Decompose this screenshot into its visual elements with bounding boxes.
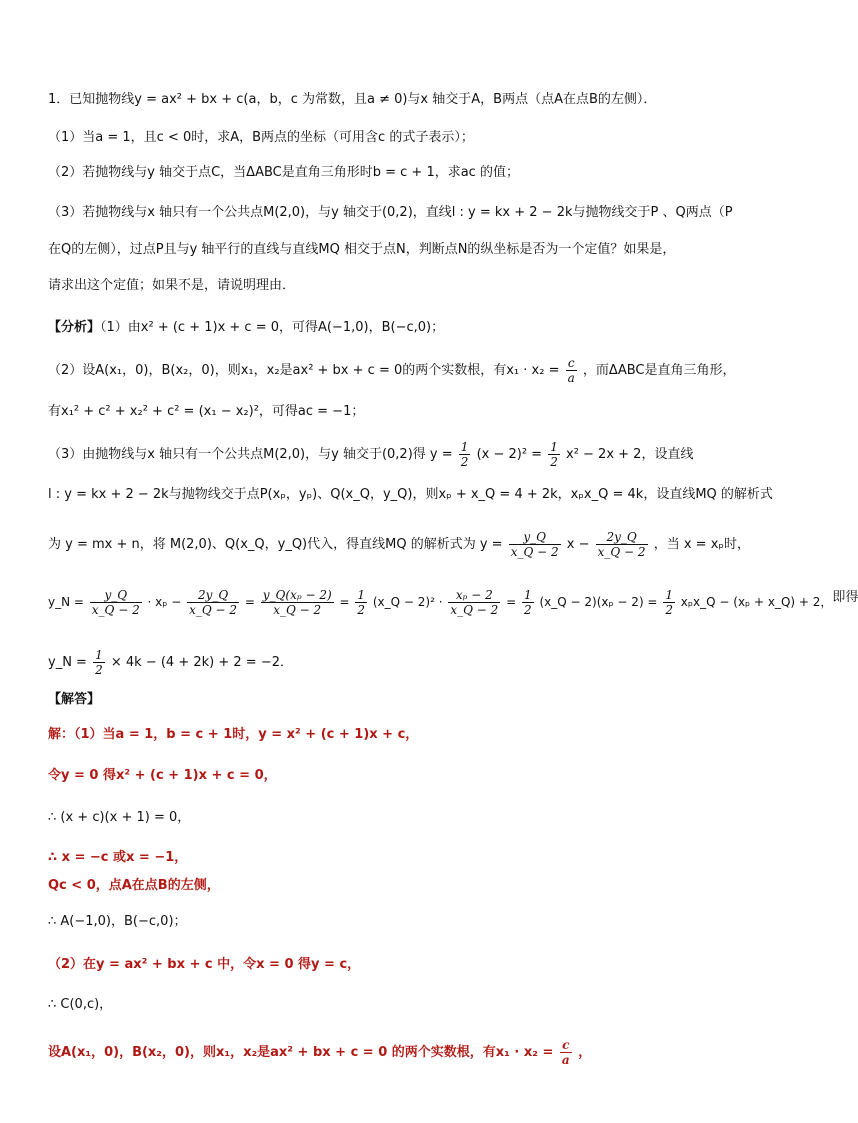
- analysis-label: 【分析】: [48, 320, 101, 335]
- term: =: [506, 595, 517, 609]
- fraction-half: [93, 648, 105, 677]
- fraction-numerator: 1: [550, 440, 558, 454]
- fraction-numerator: y_Q(xₚ − 2): [262, 588, 332, 602]
- fraction-c-over-a: [566, 356, 577, 385]
- word-de: 得: [845, 590, 858, 605]
- fraction-denominator: 2: [665, 603, 673, 617]
- solution-step-4: ∴ x = −c 或x = −1，: [48, 850, 188, 865]
- analysis-part-3-line-1: [48, 440, 746, 469]
- fraction-numerator: 2y_Q: [606, 530, 637, 544]
- analysis-3-text-mid: (x − 2)² =: [476, 447, 543, 462]
- fraction-numerator: y_Q: [104, 588, 128, 602]
- analysis-2-line-2: 有x₁² + c² + x₂² + c² = (x₁ − x₂)²，可得ac = −1；: [48, 404, 365, 419]
- term: =: [244, 595, 255, 609]
- fraction: [522, 588, 534, 617]
- fraction-denominator: x_Q − 2: [597, 545, 646, 559]
- fraction-denominator: x_Q − 2: [261, 602, 334, 617]
- yn-label: y_N =: [48, 655, 87, 670]
- problem-stem: 1．已知抛物线y = ax² + bx + c(a，b，c 为常数，且a ≠ 0)与x 轴交于A，B两点（点A在点B的左侧）．: [48, 92, 657, 107]
- fraction: [663, 588, 675, 617]
- analysis-part-3-line-4: [48, 588, 858, 617]
- analysis-3-text-post: x² − 2x + 2，设直线: [566, 447, 694, 462]
- fraction-numerator: xₚ − 2: [455, 588, 493, 602]
- analysis-part-3-line-3: [48, 530, 750, 559]
- fraction: [90, 588, 142, 617]
- fraction: [187, 588, 239, 617]
- solution-step-6: ∴ A(−1,0)，B(−c,0)；: [48, 914, 187, 929]
- fraction: [261, 588, 334, 617]
- analysis-1-text: （1）由x² + (c + 1)x + c = 0，可得A(−1,0)，B(−c,0)；: [100, 320, 445, 335]
- fraction: [355, 588, 367, 617]
- analysis-part-2: [48, 356, 746, 385]
- solution-step-3: ∴ (x + c)(x + 1) = 0，: [48, 810, 191, 825]
- solution-step-8: ∴ C(0,c)，: [48, 997, 113, 1012]
- fraction-denominator: 2: [95, 663, 103, 677]
- analysis-3-line-3-mid: x −: [566, 537, 590, 552]
- fraction-yq-over-xq: [509, 530, 561, 559]
- fraction-numerator: 1: [460, 440, 469, 454]
- solution-step-9: [48, 1038, 746, 1067]
- fraction-numerator: 1: [524, 588, 532, 602]
- analysis-part-1: [48, 318, 746, 338]
- fraction-denominator: a: [561, 1053, 570, 1067]
- analysis-2-text-post: ，而ΔABC是直角三角形，: [582, 363, 736, 378]
- fraction-2yq-over-xq: [596, 530, 648, 559]
- solution-step-9-pre: 设A(x₁，0)，B(x₂，0)，则x₁，x₂是ax² + bx + c = 0 的两个实数根，有x₁ · x₂ =: [48, 1045, 554, 1060]
- solution-step-7: （2）在y = ax² + bx + c 中，令x = 0 得y = c，: [48, 957, 361, 972]
- fraction-numerator: 1: [95, 648, 103, 662]
- fraction-numerator: c: [567, 356, 575, 370]
- solution-step-9-post: ，: [578, 1045, 592, 1060]
- question-3-line-1: （3）若抛物线与x 轴只有一个公共点M(2,0)，与y 轴交于(0,2)，直线l : y = kx + 2 − 2k与抛物线交于P 、Q两点（P: [48, 205, 733, 220]
- fraction-half: [548, 440, 560, 469]
- fraction-half: [459, 440, 471, 469]
- fraction-denominator: x_Q − 2: [510, 545, 559, 559]
- fraction-numerator: 1: [357, 588, 366, 602]
- analysis-3-line-5-post: × 4k − (4 + 2k) + 2 = −2．: [110, 655, 293, 670]
- solution-step-1: 解：（1）当a = 1，b = c + 1时，y = x² + (c + 1)x + c，: [48, 727, 419, 742]
- fraction-numerator: 2y_Q: [197, 588, 229, 602]
- term: (x_Q − 2)² ·: [372, 595, 443, 609]
- fraction-denominator: a: [567, 371, 575, 385]
- analysis-3-line-3-pre: 为 y = mx + n，将 M(2,0)、Q(x_Q，y_Q)代入，得直线MQ 的解析式为 y =: [48, 537, 503, 552]
- fraction-denominator: 2: [460, 455, 469, 469]
- yn-derivation: [48, 588, 832, 617]
- yn-label: y_N =: [48, 595, 84, 609]
- solution-step-2: 令y = 0 得x² + (c + 1)x + c = 0，: [48, 768, 277, 783]
- term: xₚx_Q − (xₚ + x_Q) + 2，: [680, 595, 833, 609]
- fraction-c-over-a: [560, 1038, 572, 1067]
- question-1: （1）当a = 1，且c < 0时，求A，B两点的坐标（可用含c 的式子表示）；: [48, 130, 474, 145]
- term: =: [339, 595, 350, 609]
- fraction-numerator: y_Q: [523, 530, 546, 544]
- term: · xₚ −: [147, 595, 182, 609]
- analysis-2-text-pre: （2）设A(x₁，0)，B(x₂，0)，则x₁，x₂是ax² + bx + c = 0的两个实数根，有x₁ · x₂ =: [48, 363, 560, 378]
- analysis-3-line-3-post: ，当 x = xₚ时，: [653, 537, 750, 552]
- fraction: [448, 588, 500, 617]
- question-2: （2）若抛物线与y 轴交于点C，当ΔABC是直角三角形时b = c + 1，求ac 的值；: [48, 165, 519, 180]
- solution-label: 【解答】: [48, 692, 101, 707]
- fraction-denominator: x_Q − 2: [189, 603, 238, 617]
- fraction-numerator: c: [562, 1038, 570, 1052]
- fraction-denominator: 2: [550, 455, 558, 469]
- analysis-part-3-line-2: l : y = kx + 2 − 2k与抛物线交于点P(xₚ，yₚ)、Q(x_Q，y_Q)，则xₚ + x_Q = 4 + 2k，xₚx_Q = 4k，设直线MQ 的解析式: [48, 487, 773, 502]
- term: (x_Q − 2)(xₚ − 2) =: [539, 595, 658, 609]
- analysis-part-3-line-5: [48, 648, 746, 677]
- word-ji: 即: [832, 590, 846, 605]
- analysis-3-text-pre: （3）由抛物线与x 轴只有一个公共点M(2,0)，与y 轴交于(0,2)得 y =: [48, 447, 453, 462]
- fraction-denominator: 2: [357, 603, 366, 617]
- question-3-line-3: 请求出这个定值；如果不是，请说明理由．: [48, 278, 296, 293]
- fraction-numerator: 1: [665, 588, 673, 602]
- fraction-denominator: x_Q − 2: [450, 603, 499, 617]
- fraction-denominator: 2: [524, 603, 532, 617]
- question-3-line-2: 在Q的左侧），过点P且与y 轴平行的直线与直线MQ 相交于点N，判断点N的纵坐标是否为一个定值？如果是，: [48, 242, 676, 257]
- fraction-denominator: x_Q − 2: [91, 603, 140, 617]
- solution-step-5: Qc < 0，点A在点B的左侧，: [48, 878, 220, 893]
